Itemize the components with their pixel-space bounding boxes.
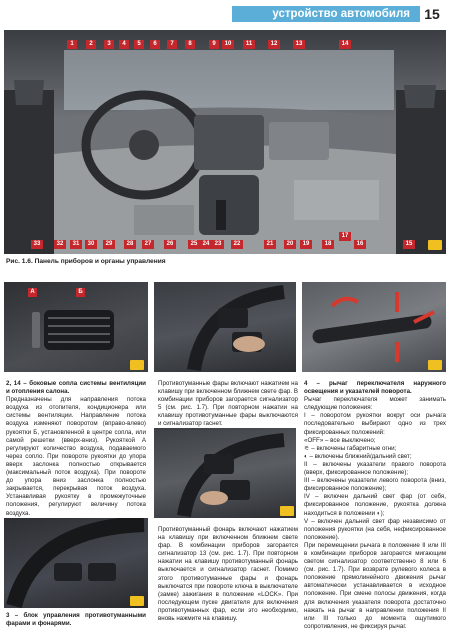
label-2: 2 xyxy=(86,40,96,49)
label-21: 21 xyxy=(264,240,276,249)
stalk-heading: 4 – рычаг переключателя наружного освещения и указателей поворота. xyxy=(304,380,446,396)
label-10: 10 xyxy=(222,40,234,49)
stalk-pos-3: III – включены указатели левого поворота (вниз, фиксированное положение); xyxy=(304,477,446,493)
page-header xyxy=(0,0,450,28)
label-28: 28 xyxy=(124,240,136,249)
label-24: 24 xyxy=(200,240,212,249)
section-title: устройство автомобиля xyxy=(272,8,410,20)
label-4: 4 xyxy=(119,40,129,49)
label-6: 6 xyxy=(150,40,160,49)
label-13: 13 xyxy=(293,40,305,49)
label-23: 23 xyxy=(212,240,224,249)
headlight-icon: ◐ xyxy=(304,452,310,460)
text-column-2-part2 xyxy=(158,526,298,623)
fog-lamp-photo xyxy=(154,428,296,518)
stalk-pos-2: II – включены указатели правого поворота (вверх, фиксированное положение); xyxy=(304,460,446,477)
label-32: 32 xyxy=(54,240,66,249)
label-17: 17 xyxy=(339,232,351,241)
label-11: 11 xyxy=(243,40,255,49)
text-column-3: 4 – рычаг переключателя наружного освещения и указателей поворота. Рычаг переключателя может занимать следующие положения: I – поворотом рукоятки вокруг оси рычага последовательно выбирают одно из трех фиксированных положений: «OFF» – все выключено; ⚟ – включены габаритные огни; ◐ – включены ближний/дальний свет; II – включены указатели правого поворота (вверх, фиксированное положение); III – включены указатели левого поворота (вниз, фиксированное положение); IV – включен дальний свет фар (от себя, фиксированное положение, рукоятка должна находиться в положении ◐); V – включен дальний свет фар независимо от положения рукоятки (на себя, нефиксированное положение). При перемещении рычага в положение II или III в комбинации приборов загорается мигающим светом сигнализатор соответственно 8 или 6 (см. рис. 1.7). При возврате рулевого колеса в положение прямолинейного движения рычаг автоматически устанавливается в исходное положение. При смене полосы движения, когда для включения указателя поворота достаточно нажать на рычаг в направлении положения II или III только до момента ощутимого сопротивления, не фиксируя рычаг. xyxy=(304,380,446,630)
label-3: 3 xyxy=(104,40,114,49)
attention-symbol xyxy=(428,240,442,250)
fog-unit-photo xyxy=(4,518,148,608)
label-33: 33 xyxy=(31,240,43,249)
label-16: 16 xyxy=(354,240,366,249)
stalk-low-high: – включены ближний/дальний свет; xyxy=(309,452,412,460)
figure-caption: Рис. 1.6. Панель приборов и органы управления xyxy=(6,258,166,265)
stalk-off: «OFF» – все выключено; xyxy=(304,436,376,444)
fog-lamp-illustration xyxy=(154,428,296,518)
stalk-pos-1: I – поворотом рукоятки вокруг оси рычага последовательно выбирают одно из трех фиксированных положений: xyxy=(304,412,446,436)
label-22: 22 xyxy=(231,240,243,249)
page-number: 15 xyxy=(424,6,440,22)
label-15: 15 xyxy=(403,240,415,249)
label-5: 5 xyxy=(134,40,144,49)
dashboard-illustration xyxy=(4,30,446,254)
label-8: 8 xyxy=(185,40,195,49)
side-lights-icon: ⚟ xyxy=(304,444,312,452)
attention-symbol xyxy=(280,506,294,516)
label-29: 29 xyxy=(103,240,115,249)
label-1: 1 xyxy=(67,40,77,49)
vent-label-b: Б xyxy=(76,288,85,297)
label-27: 27 xyxy=(142,240,154,249)
label-14: 14 xyxy=(339,40,351,49)
vent-heading: 2, 14 – боковые сопла системы вентиляции и отопления салона. xyxy=(6,380,146,396)
text-column-1 xyxy=(6,380,146,518)
stalk-pos-4: IV – включен дальний свет фар (от себя, фиксированное положение, рукоятка должна находиться в положении xyxy=(304,493,446,517)
stalk-pos-5: V – включен дальний свет фар независимо от положения рукоятки (на себя, нефиксированное положение). xyxy=(304,517,446,541)
fog-switch-illustration xyxy=(154,282,296,372)
label-19: 19 xyxy=(300,240,312,249)
attention-symbol xyxy=(130,596,144,606)
stalk-side-lights: – включены габаритные огни; xyxy=(311,444,397,452)
fog-lamp-text: Противотуманный фонарь включают нажатием на клавишу при включенном ближнем свете фар. В комбинации приборов загорается сигнализатор 13 (см. рис. 1.7). При повторном нажатии на клавишу противотуманный фонарь выключается и сигнализатор гаснет. Помимо этого противотуманные фары и фонарь выключатся при повороте ключа в выключателе (замке) зажигания в положение «LOCK». При последующем пуске двигателя для включения противотуманных фар, если это необходимо, вновь нажмите на клавишу. xyxy=(158,526,298,623)
vent-label-a: А xyxy=(28,288,37,297)
stalk-illustration xyxy=(302,282,446,372)
dashboard-photo xyxy=(4,30,446,254)
label-7: 7 xyxy=(167,40,177,49)
label-20: 20 xyxy=(284,240,296,249)
fog-unit-caption xyxy=(6,612,146,628)
stalk-intro: Рычаг переключателя может занимать следующие положения: xyxy=(304,396,446,412)
stalk-photo xyxy=(302,282,446,372)
attention-symbol xyxy=(428,360,442,370)
attention-symbol xyxy=(130,360,144,370)
headlight-icon: ◐ xyxy=(376,509,381,517)
fog-unit-heading: 3 – блок управления противотуманными фарами и фонарями. xyxy=(6,612,146,628)
label-31: 31 xyxy=(70,240,82,249)
stalk-turn-text: При перемещении рычага в положение II или III в комбинации приборов загорается мигающим светом сигнализатор соответственно 8 или 6 (см. рис. 1.7). При возврате рулевого колеса в положение прямолинейного движения рычаг автоматически устанавливается в исходное положение. При смене полосы движения, когда для включения указателя поворота достаточно нажать на рычаг в направлении положения II или III только до момента ощутимого сопротивления, не фиксируя рычаг. xyxy=(304,541,446,630)
vent-body: Предназначены для направления потока воздуха из отопителя, кондиционера или системы вентиляции. Направление потока воздуха изменяют поворотом (вправо-влево) рукоятки Б, установленной в центре сопла, или самой решетки (вверх-вниз). Рукояткой А регулируют количество воздуха, подаваемого через сопло. При повороте рукоятки до упора вверх заслонка полностью открывается (максимальный поток воздуха). При повороте до упора вниз заслонка полностью закрывается, перекрывая поток воздуха. Устанавливая рукоятку в промежуточные положения, регулируют величину потока воздуха. xyxy=(6,396,146,517)
label-30: 30 xyxy=(85,240,97,249)
text-column-2-part1 xyxy=(158,380,298,429)
fog-text: Противотуманные фары включают нажатием на клавишу при включенном ближнем свете фар. В комбинации приборов загорается сигнализатор 5 (см. рис. 1.7). При повторном нажатии на клавишу противотуманные фары выключаются и сигнализатор гаснет. xyxy=(158,380,298,428)
label-18: 18 xyxy=(322,240,334,249)
label-25: 25 xyxy=(188,240,200,249)
label-26: 26 xyxy=(164,240,176,249)
fog-unit-illustration xyxy=(4,518,148,608)
label-9: 9 xyxy=(209,40,219,49)
label-12: 12 xyxy=(268,40,280,49)
fog-switch-photo xyxy=(154,282,296,372)
